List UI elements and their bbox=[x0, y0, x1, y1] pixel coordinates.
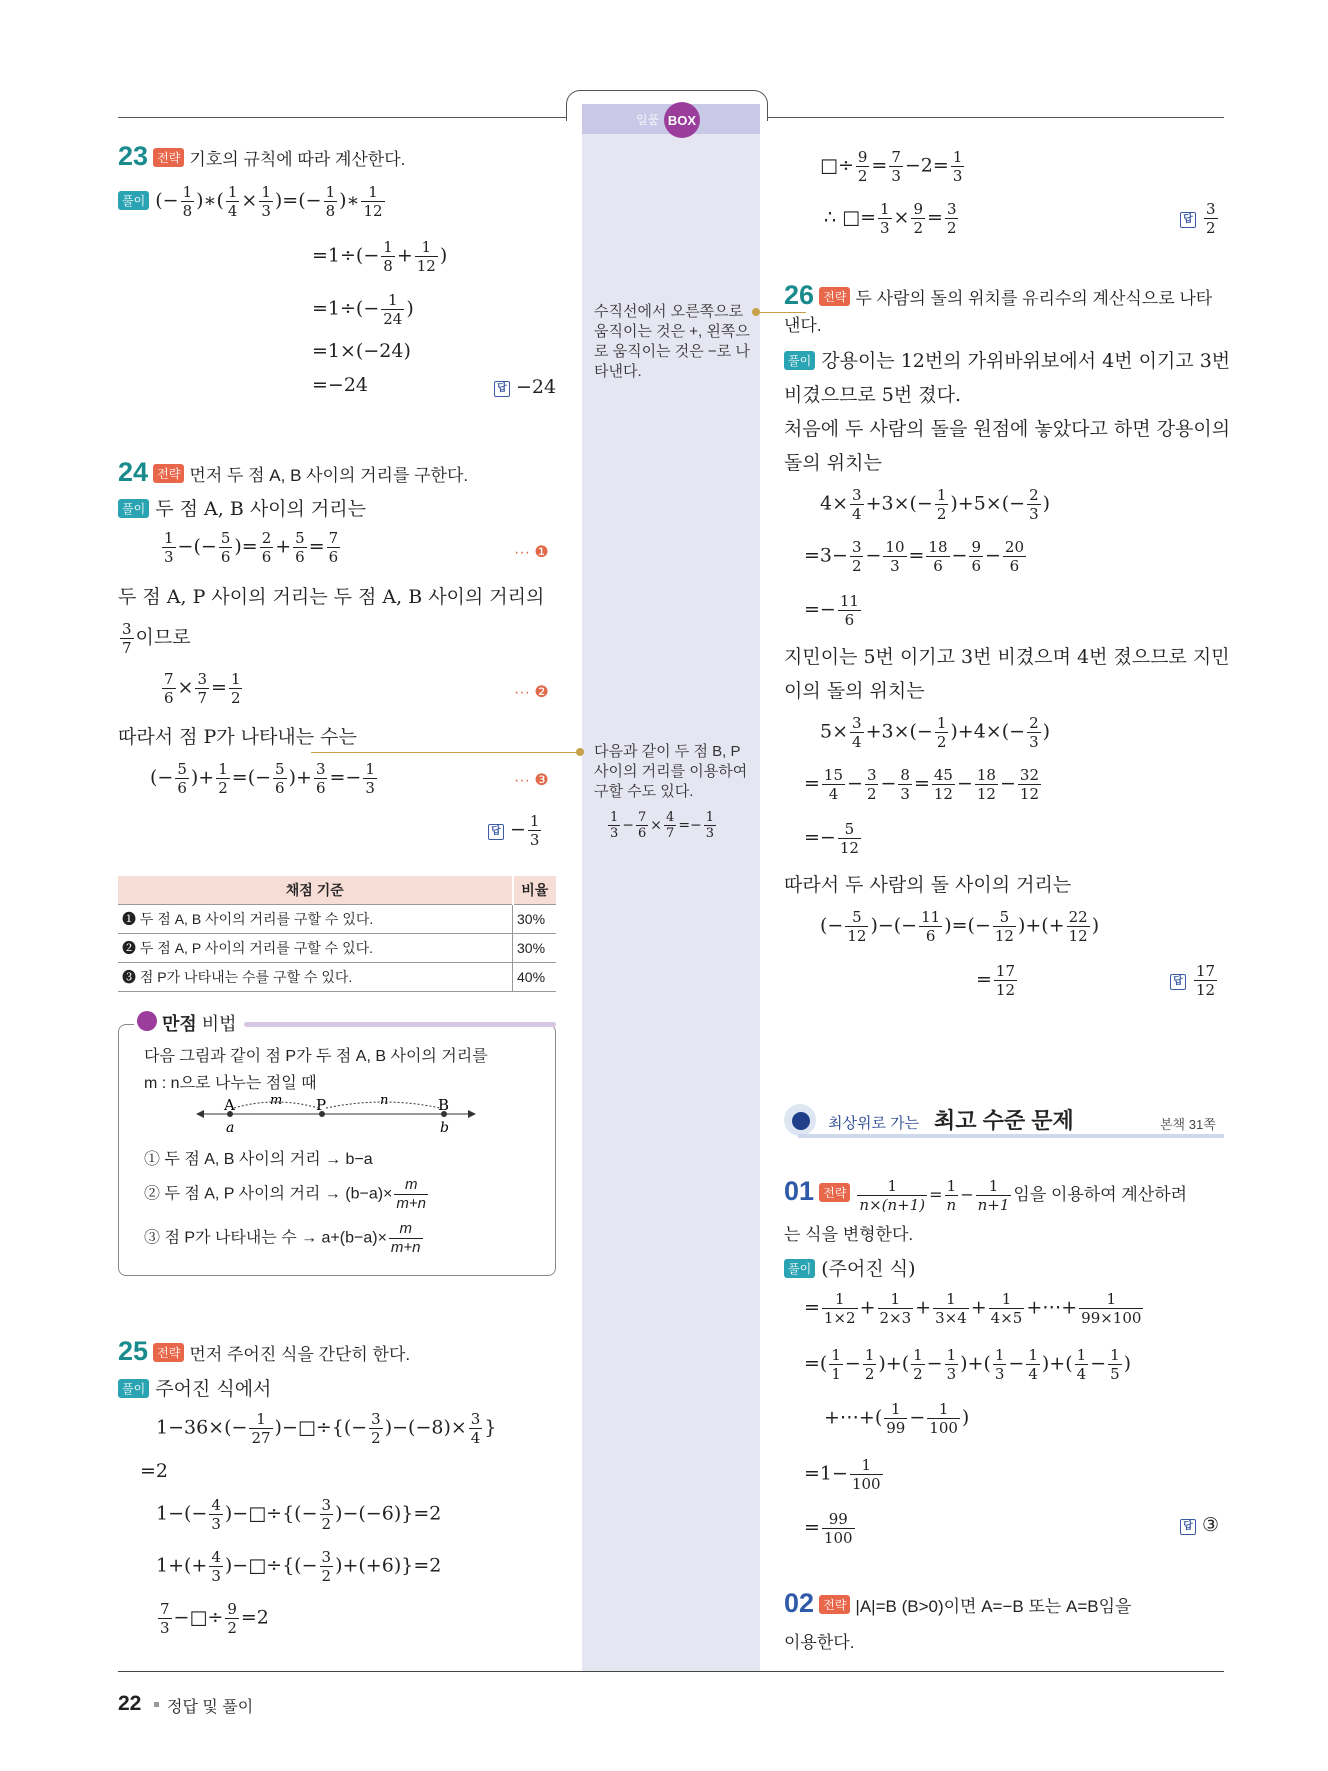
q01-strategy2: 는 식을 변형한다. bbox=[784, 1225, 914, 1244]
tip-title: 만점 비법 bbox=[162, 1014, 237, 1034]
q26-s1: 풀이 강용이는 12번의 가위바위보에서 4번 이기고 3번 bbox=[784, 346, 1230, 373]
tip-item2: ② 두 점 A, P 사이의 거리 → (b−a)× $\frac{m}{m+n}$ bbox=[144, 1176, 427, 1212]
q24-strategy: 먼저 두 점 A, B 사이의 거리를 구한다. bbox=[189, 466, 469, 485]
q26-eq7: (− $\frac{5}{12}$ )−(− $\frac{11}{6}$ )=(− $\frac{5}{12}$ )+(+ $\frac{22}{12}$ ) bbox=[820, 908, 1100, 945]
q26-answer: 답 $\frac{17}{12}$ bbox=[1170, 962, 1219, 999]
solution-tag: 풀이 bbox=[118, 499, 149, 518]
box-badge: BOX bbox=[664, 102, 700, 138]
point-p-label: P bbox=[316, 1096, 327, 1114]
answer-icon: 답 bbox=[1170, 974, 1186, 990]
grading-table bbox=[118, 876, 556, 992]
q23-line4: =1×(−24) bbox=[312, 340, 411, 362]
q25-cont1: □÷ $\frac{9}{2}$ = $\frac{7}{3}$ −2= $\frac{1}{3}$ bbox=[820, 148, 963, 185]
tip-line2: m : n으로 나누는 점일 때 bbox=[144, 1075, 317, 1092]
point-b-label: B bbox=[438, 1096, 450, 1114]
q26-s3: 처음에 두 사람의 돌을 원점에 놓았다고 하면 강용이의 bbox=[784, 418, 1231, 440]
coord-a-label: a bbox=[226, 1120, 235, 1136]
strategy-tag: 전략 bbox=[153, 148, 184, 167]
q26-header bbox=[784, 280, 1224, 336]
q26-s5: 지민이는 5번 이기고 3번 비겼으며 4번 졌으므로 지민 bbox=[784, 646, 1230, 668]
q26-eq4: 5× $\frac{3}{4}$ +3×(− $\frac{1}{2}$ )+4×(− $\frac{2}{3}$ ) bbox=[820, 714, 1051, 751]
q26-eq6: =− $\frac{5}{12}$ bbox=[804, 820, 859, 857]
strategy-tag: 전략 bbox=[153, 1343, 184, 1362]
lightbulb-icon bbox=[137, 1011, 157, 1031]
section-header bbox=[784, 1100, 1224, 1140]
q26-eq5: = $\frac{15}{4}$ − $\frac{3}{2}$ − $\frac{8}{3}$ = $\frac{45}{12}$ − $\frac{18}{12}$ − $\frac{32}{12}$ bbox=[804, 766, 1039, 803]
side-note-1: 수직선에서 오른쪽으로 움직이는 것은 +, 왼쪽으로 움직이는 것은 −로 나타낸다. bbox=[594, 303, 750, 380]
grading-header-criteria: 채점 기준 bbox=[118, 876, 513, 905]
q24-header bbox=[118, 457, 468, 488]
q01-answer: 답 ③ bbox=[1180, 1514, 1219, 1536]
q26-eq1: 4× $\frac{3}{4}$ +3×(− $\frac{1}{2}$ )+5×(− $\frac{2}{3}$ ) bbox=[820, 486, 1051, 523]
ratio-n-label: n bbox=[380, 1094, 389, 1108]
q26-s2: 비겼으므로 5번 졌다. bbox=[784, 384, 962, 406]
q26-eq3: =− $\frac{11}{6}$ bbox=[804, 592, 859, 629]
q25-eq4: 1+(+ $\frac{4}{3}$ )−□÷{(− $\frac{3}{2}$ )+(+6)}=2 bbox=[156, 1548, 442, 1585]
box-label: 일품 bbox=[636, 113, 660, 127]
q02-number: 02 bbox=[784, 1588, 815, 1618]
section-title-small: 최상위로 가는 bbox=[828, 1115, 920, 1132]
q26-s6: 이의 돌의 위치는 bbox=[784, 680, 925, 702]
q24-s3: $\frac{3}{7}$ 이므로 bbox=[122, 620, 191, 657]
q26-s4: 돌의 위치는 bbox=[784, 452, 882, 474]
q01-eq1: = $\frac{1}{1\times 2}$ + $\frac{1}{2\times 3}$ + $\frac{1}{3\times 4}$ + $\frac{1}{4\times 5}$ +⋯+ $\frac{1}{99\times 100}$ bbox=[804, 1290, 1142, 1327]
solution-tag: 풀이 bbox=[118, 191, 149, 210]
side-note-2: 다음과 같이 두 점 B, P 사이의 거리를 이용하여 구할 수도 있다. bbox=[594, 743, 748, 800]
step-marker-3: ··· ❸ bbox=[514, 772, 549, 789]
q23-answer: 답 −24 bbox=[494, 376, 556, 398]
tip-item3: ③ 점 P가 나타내는 수 → a+(b−a)× $\frac{m}{m+n}$ bbox=[144, 1220, 421, 1256]
strategy-tag: 전략 bbox=[819, 1183, 850, 1202]
q25-eq2: =2 bbox=[140, 1460, 169, 1482]
q23-line2: =1÷(− $\frac{1}{8}$ + $\frac{1}{12}$ ) bbox=[312, 238, 448, 275]
section-bullet-icon bbox=[792, 1112, 810, 1130]
side-note-2-equation: $\frac{1}{3}$ − $\frac{7}{6}$ × $\frac{4}{7}$ =− $\frac{1}{3}$ bbox=[610, 810, 715, 841]
q25-eq1: 1−36×(− $\frac{1}{27}$ )−□÷{(− $\frac{3}{2}$ )−(−8)× $\frac{3}{4}$ } bbox=[156, 1410, 497, 1447]
q24-number: 24 bbox=[118, 457, 149, 487]
q01-eq5: = $\frac{99}{100}$ bbox=[804, 1510, 853, 1547]
q26-eq2: =3− $\frac{3}{2}$ − $\frac{10}{3}$ = $\frac{18}{6}$ − $\frac{9}{6}$ − $\frac{20}{6}$ bbox=[804, 538, 1024, 575]
section-reference: 본책 31쪽 bbox=[1160, 1117, 1216, 1132]
q25-s1: 풀이 주어진 식에서 bbox=[118, 1374, 271, 1401]
q23-line5: =−24 bbox=[312, 374, 369, 396]
page-number: 22 bbox=[118, 1692, 142, 1715]
step-marker-2: ··· ❷ bbox=[514, 684, 549, 701]
q24-eq1: $\frac{1}{3}$ −(− $\frac{5}{6}$ )= $\frac{2}{6}$ + $\frac{5}{6}$ = $\frac{7}{6}$ bbox=[164, 529, 339, 566]
solution-tag: 풀이 bbox=[784, 351, 815, 370]
q25-strategy: 먼저 주어진 식을 간단히 한다. bbox=[189, 1345, 411, 1364]
table-row: ❷ 두 점 A, P 사이의 거리를 구할 수 있다. 30% bbox=[118, 934, 556, 963]
q24-s1: 풀이 두 점 A, B 사이의 거리는 bbox=[118, 494, 366, 521]
q25-eq5: $\frac{7}{3}$ −□÷ $\frac{9}{2}$ =2 bbox=[160, 1600, 269, 1637]
q24-s2: 두 점 A, P 사이의 거리는 두 점 A, B 사이의 거리의 bbox=[118, 586, 545, 608]
q26-strategy: 두 사람의 돌의 위치를 유리수의 계산식으로 나타낸다. bbox=[784, 289, 1213, 335]
q24-s4: 따라서 점 P가 나타내는 수는 bbox=[118, 726, 357, 748]
q23-line3: =1÷(− $\frac{1}{24}$ ) bbox=[312, 291, 414, 328]
answer-icon: 답 bbox=[488, 824, 504, 840]
q26-number: 26 bbox=[784, 280, 815, 310]
q25-header bbox=[118, 1336, 410, 1367]
answer-icon: 답 bbox=[494, 381, 510, 397]
q01-header: 01 전략 $\frac{1}{n\times(n+1)}$ = $\frac{1}{n}$ − $\frac{1}{n+1}$ 임을 이용하여 계산하려 bbox=[784, 1176, 1188, 1214]
bottom-rule bbox=[118, 1671, 1224, 1672]
strategy-tag: 전략 bbox=[153, 464, 184, 483]
q02-header: 02 전략 |A|=B (B>0)이면 A=−B 또는 A=B임을 bbox=[784, 1588, 1132, 1618]
tip-item1: ① 두 점 A, B 사이의 거리 → b−a bbox=[144, 1151, 373, 1168]
q25-eq3: 1−(− $\frac{4}{3}$ )−□÷{(− $\frac{3}{2}$ )−(−6)}=2 bbox=[156, 1496, 442, 1533]
connector-dot bbox=[576, 748, 584, 756]
answer-icon: 답 bbox=[1180, 212, 1196, 228]
q01-s1: 풀이 (주어진 식) bbox=[784, 1254, 916, 1281]
q01-eq2: =( $\frac{1}{1}$ − $\frac{1}{2}$ )+( $\frac{1}{2}$ − $\frac{1}{3}$ )+( $\frac{1}{3}$ − $\frac{1}{4}$ )+( $\frac{1}{4}$ − $\frac{1}{5}$ ) bbox=[804, 1346, 1132, 1383]
q25-number: 25 bbox=[118, 1336, 149, 1366]
q24-eq3: (− $\frac{5}{6}$ )+ $\frac{1}{2}$ =(− $\frac{5}{6}$ )+ $\frac{3}{6}$ =− $\frac{1}{3}$ bbox=[150, 760, 375, 797]
q02-strategy2: 이용한다. bbox=[784, 1633, 855, 1652]
q01-eq4: =1− $\frac{1}{100}$ bbox=[804, 1456, 881, 1493]
strategy-tag: 전략 bbox=[819, 1595, 850, 1614]
q01-number: 01 bbox=[784, 1176, 815, 1206]
solution-tag: 풀이 bbox=[784, 1259, 815, 1278]
q25-cont2: ∴ □= $\frac{1}{3}$ × $\frac{9}{2}$ = $\frac{3}{2}$ bbox=[824, 200, 957, 237]
q26-s7: 따라서 두 사람의 돌 사이의 거리는 bbox=[784, 874, 1072, 896]
q23-header bbox=[118, 141, 405, 172]
step-marker-1: ··· ❶ bbox=[514, 544, 549, 561]
q23-line1: 풀이 (− $\frac{1}{8}$ )∗( $\frac{1}{4}$ × $\frac{1}{3}$ )=(− $\frac{1}{8}$ )∗ $\frac{1}{12}$ bbox=[118, 183, 387, 220]
ratio-m-label: m bbox=[270, 1094, 283, 1108]
tip-header-bar bbox=[244, 1022, 556, 1027]
tip-line1: 다음 그림과 같이 점 P가 두 점 A, B 사이의 거리를 bbox=[144, 1048, 488, 1065]
page-label: 정답 및 풀이 bbox=[167, 1699, 254, 1716]
connector-dot bbox=[752, 308, 760, 316]
table-row: ❶ 두 점 A, B 사이의 거리를 구할 수 있다. 30% bbox=[118, 905, 556, 934]
strategy-tag: 전략 bbox=[819, 287, 850, 306]
q25-answer: 답 $\frac{3}{2}$ bbox=[1180, 200, 1220, 237]
coord-b-label: b bbox=[440, 1120, 449, 1136]
connector-line bbox=[311, 752, 581, 753]
number-line-diagram bbox=[196, 1094, 476, 1136]
point-a-label: A bbox=[224, 1096, 235, 1114]
solution-tag: 풀이 bbox=[118, 1379, 149, 1398]
q24-answer: 답 − $\frac{1}{3}$ bbox=[488, 812, 543, 849]
page-separator-icon bbox=[154, 1702, 159, 1707]
q24-eq2: $\frac{7}{6}$ × $\frac{3}{7}$ = $\frac{1}{2}$ bbox=[164, 670, 241, 707]
section-title: 최고 수준 문제 bbox=[934, 1108, 1074, 1133]
q01-eq3: +⋯+( $\frac{1}{99}$ − $\frac{1}{100}$ ) bbox=[824, 1400, 970, 1437]
grading-header-ratio: 비율 bbox=[513, 876, 557, 905]
q23-strategy: 기호의 규칙에 따라 계산한다. bbox=[189, 150, 406, 169]
answer-icon: 답 bbox=[1180, 1519, 1196, 1535]
q26-eq8: = $\frac{17}{12}$ bbox=[976, 962, 1016, 999]
q23-number: 23 bbox=[118, 141, 149, 171]
table-row: ❸ 점 P가 나타내는 수를 구할 수 있다. 40% bbox=[118, 963, 556, 992]
